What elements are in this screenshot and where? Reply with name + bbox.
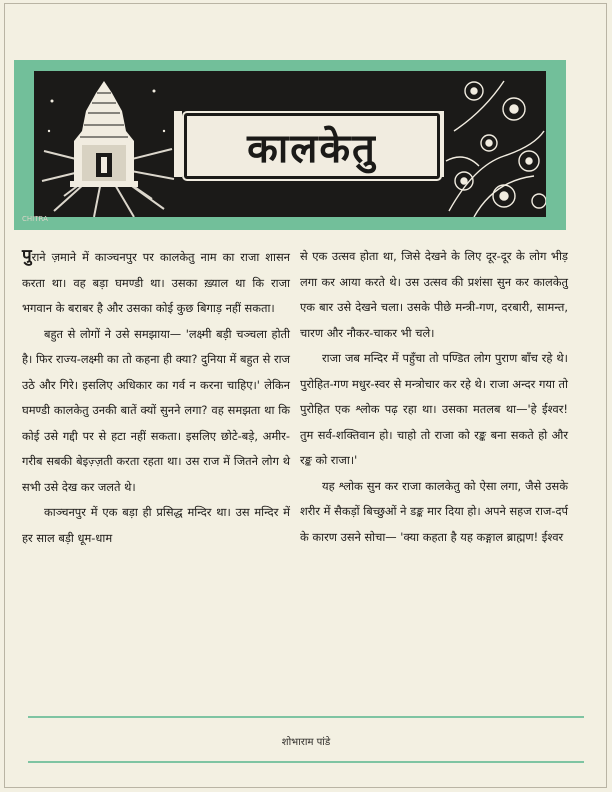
title-plaque [184, 113, 440, 179]
article-paragraph: यह श्लोक सुन कर राजा कालकेतु को ऐसा लगा, जैसे उसके शरीर में सैकड़ों बिच्छुओं ने डङ्क मार दिया हो। अपने सहज राज-दर्प के कारण उसने सोचा— 'क्या कहता है यह कङ्गाल ब्राह्मण! ईश्वर [300, 478, 568, 544]
illustrator-signature: CHITRA [22, 215, 48, 223]
article-paragraph: राजा जब मन्दिर में पहुँचा तो पण्डित लोग पुराण बाँच रहे थे। पुरोहित-गण मधुर-स्वर से मन्त्रोचार कर रहे थे। राजा अन्दर गया तो पुरोहित एक श्लोक पढ़ रहा था। उसका मतलब था—'हे ईश्वर! तुम सर्व-शक्तिवान हो। चाहो तो राजा को रङ्क बना सकते हो और रङ्क को राजा।' [300, 351, 568, 467]
footer-credit: शोभाराम पांडे [281, 737, 331, 748]
floral-decoration [446, 81, 546, 217]
footer-divider [28, 716, 584, 718]
page-title: कालकेतु [247, 125, 377, 172]
article-paragraph: से एक उत्सव होता था, जिसे देखने के लिए दूर-दूर के लोग भीड़ लगा कर आया करते थे। उस उत्सव की प्रशंसा सुन कर कालकेतु एक बार उसे देखने चला। उसके पीछे मन्त्री-गण, दरबारी, सामन्त, चारण और नौकर-चाकर भी चले। [300, 249, 568, 340]
header-banner [14, 60, 566, 230]
article-paragraph: बहुत से लोगों ने उसे समझाया— 'लक्ष्मी बड़ी चञ्चला होती है। फिर राज्य-लक्ष्मी का तो कहना ही क्या? दुनिया में बहुत से राज उठे और गिरे। इसलिए अधिकार का गर्व न करना चाहिए।' लेकिन घमण्डी कालकेतु उनकी बातें क्यों सुनने लगा? वह समझता था कि कोई उसे गद्दी पर से हटा नहीं सकता। इसलिए छोटे-बड़े, अमीर-गरीब सबकी बेइज़्ज़ती करता रहता था। उस राज में जितने लोग थे सभी उसे देख कर जलते थे। [22, 326, 290, 494]
article-paragraph: काञ्चनपुर में एक बड़ा ही प्रसिद्ध मन्दिर था। उस मन्दिर में हर साल बड़ी धूम-धाम [22, 505, 290, 545]
temple-icon [70, 81, 138, 187]
article-column-right [300, 244, 568, 550]
article-column-left [22, 244, 290, 551]
article-paragraph: पुराने ज़माने में काञ्चनपुर पर कालकेतु नाम का राजा शासन करता था। वह बड़ा घमण्डी था। उसका ख़्याल था कि राजा भगवान के बराबर है और उसका कोई कुछ बिगाड़ नहीं सकता। [22, 246, 290, 315]
footer-divider [28, 761, 584, 763]
banner-illustration [34, 71, 546, 217]
